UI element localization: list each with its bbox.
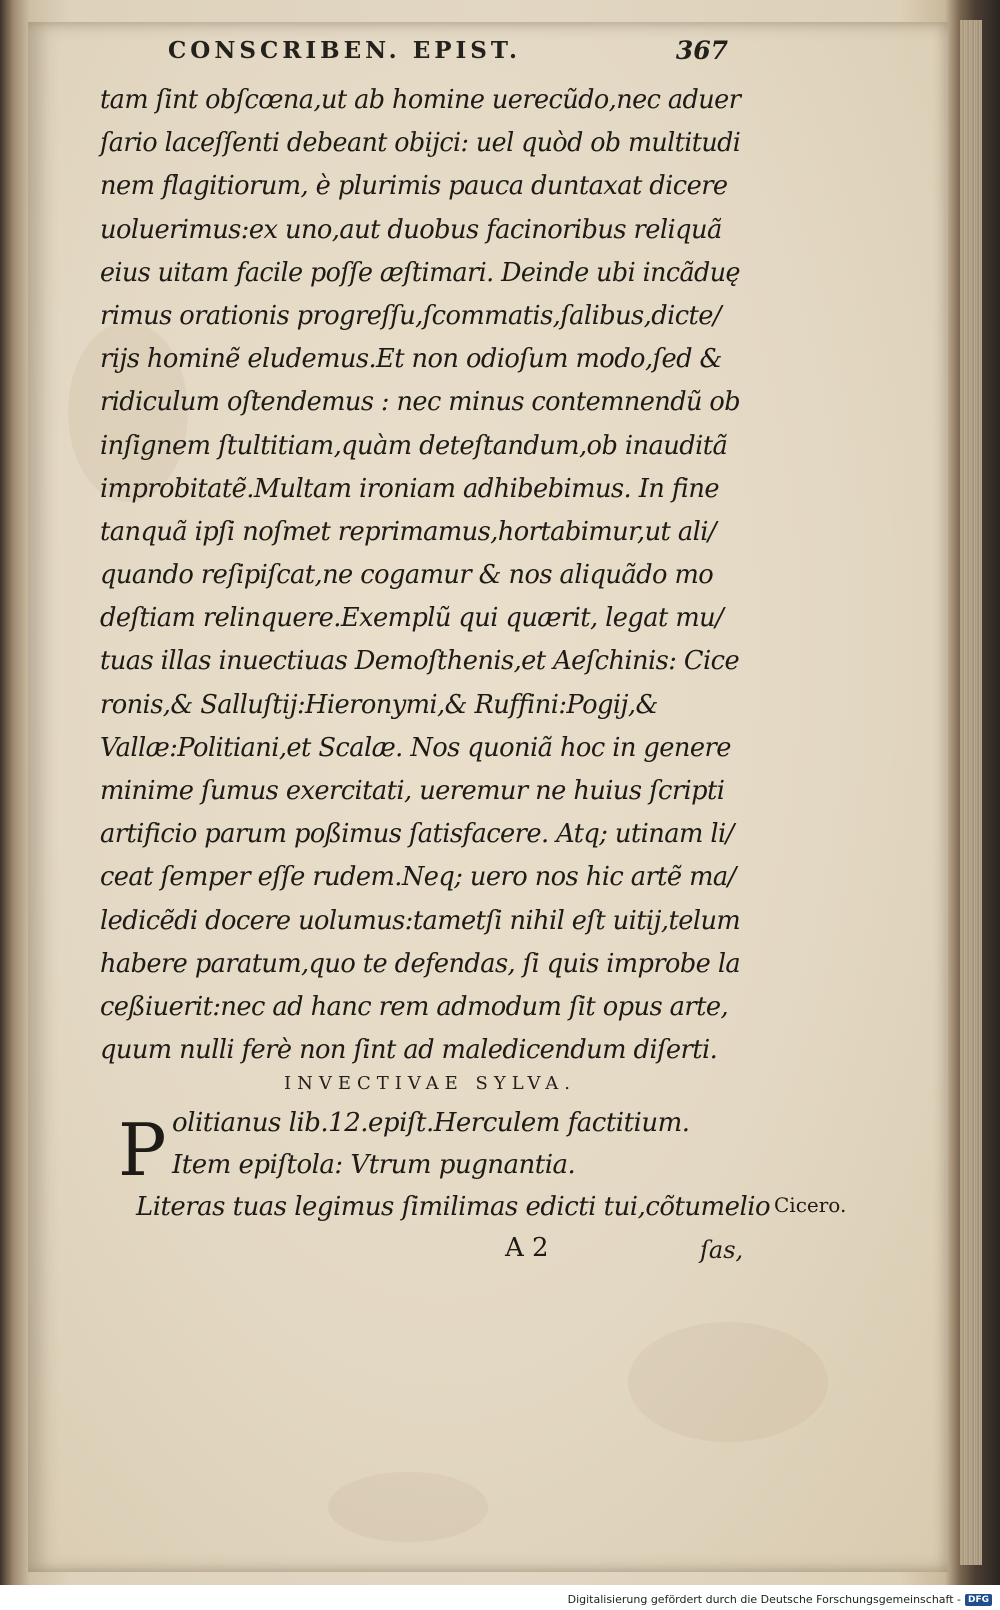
- text-line: eius uitam facile poſſe æſtimari. Deinde ubi incãduę: [100, 256, 740, 288]
- paper-stain: [628, 1322, 828, 1442]
- text-line: tuas illas inuectiuas Demoſthenis,et Aeſchinis: Cice: [100, 645, 740, 677]
- text-line: deſtiam relinquere.Exemplũ qui quærit, legat mu/: [100, 602, 724, 634]
- drop-initial: P: [118, 1108, 167, 1192]
- page-fore-edge: [960, 20, 982, 1565]
- margin-note: Cicero.: [774, 1193, 847, 1217]
- text-line: tanquã ipſi noſmet reprimamus,hortabimur,ut ali/: [100, 515, 716, 547]
- text-line: improbitatẽ.Multam ironiam adhibebimus. In fine: [100, 472, 719, 504]
- dfg-logo: DFG: [965, 1594, 992, 1606]
- text-line: quando reſipiſcat,ne cogamur & nos aliquãdo mo: [100, 559, 714, 591]
- text-line: quum nulli ferè non ſint ad maledicendum diſerti.: [100, 1034, 718, 1066]
- text-line: ronis,& Salluſtij:Hieronymi,& Ruffini:Pogij,&: [100, 688, 658, 720]
- entry-item-epistola: Item epiſtola: Vtrum pugnantia.: [172, 1150, 576, 1180]
- text-line: ledicẽdi docere uolumus:tametſi nihil eſt uitij,telum: [100, 904, 741, 936]
- text-line: tam ſint obſcœna,ut ab homine uerecũdo,nec aduer: [100, 84, 741, 115]
- page-number: 367: [675, 35, 728, 65]
- running-head: [168, 30, 728, 70]
- paper-stain: [328, 1472, 488, 1542]
- text-line: rijs hominẽ eludemus.Et non odioſum modo,ſed &: [100, 343, 722, 375]
- text-line: nem flagitiorum, è plurimis pauca duntaxat dicere: [100, 170, 728, 202]
- text-line: habere paratum,quo te defendas, ſi quis improbe la: [100, 947, 741, 979]
- text-line: inſignem ſtultitiam,quàm deteſtandum,ob inauditã: [100, 429, 728, 461]
- footer-credit: [568, 1593, 992, 1606]
- text-line: ſario laceſſenti debeant obijci: uel quòd ob multitudi: [100, 127, 741, 159]
- running-title: CONSCRIBEN. EPIST.: [168, 36, 522, 64]
- text-line: ceßiuerit:nec ad hanc rem admodum ſit opus arte,: [100, 990, 729, 1022]
- signature-mark: A 2: [505, 1233, 549, 1263]
- text-line: minime ſumus exercitati, ueremur ne huius ſcripti: [100, 775, 725, 806]
- text-line: Vallæ:Politiani,et Scalæ. Nos quoniã hoc in genere: [100, 731, 731, 763]
- entry-politianus: olitianus lib.12.epiſt.Herculem factitium.: [172, 1108, 690, 1138]
- text-line: rimus orationis progreſſu,ſcommatis,ſalibus,dicte/: [100, 299, 721, 331]
- text-line: artificio parum poßimus ſatisfacere. Atq; utinam li/: [100, 818, 734, 850]
- body-text: [100, 78, 760, 1071]
- text-line: uoluerimus:ex uno,aut duobus facinoribus reliquã: [100, 213, 722, 245]
- text-line: ridiculum oſtendemus : nec minus contemnendũ ob: [100, 386, 741, 418]
- section-heading: INVECTIVAE SYLVA.: [283, 1073, 577, 1094]
- footer-credit-text: Digitalisierung gefördert durch die Deutsche Forschungsgemeinschaft -: [567, 1593, 961, 1606]
- catchword: ſas,: [700, 1236, 744, 1264]
- text-line: ceat ſemper eſſe rudem.Neq; uero nos hic artẽ ma/: [100, 861, 736, 893]
- entry-literas: Literas tuas legimus ſimilimas edicti tui,cõtumelio: [136, 1192, 771, 1222]
- footer-bar: [0, 1585, 1000, 1610]
